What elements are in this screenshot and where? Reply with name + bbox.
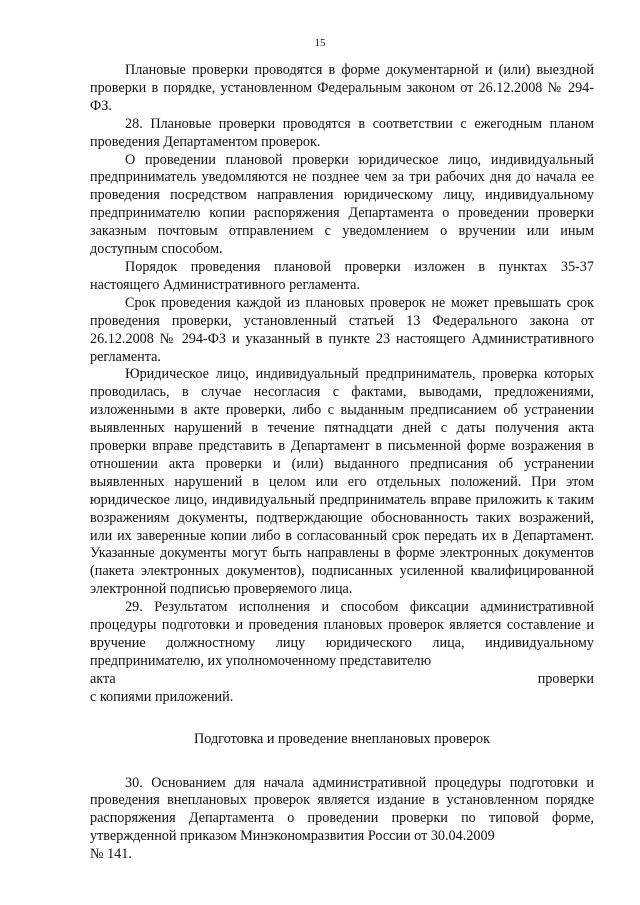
paragraph-29-split-line: [90, 671, 594, 689]
paragraph-29-split-right: проверки: [537, 670, 594, 687]
section-heading: Подготовка и проведение внеплановых проверок: [194, 730, 490, 747]
paragraph-notification: О проведении плановой проверки юридическое лицо, индивидуальный предприниматель уведомляются не позднее чем за три рабочих дня до начала ее проведения посредством направления юридическому лицу, индивидуальному предпринимателю копии распоряжения Департамента о проведении проверки заказным почтовым отправлением с уведомлением о вручении или иным доступным способом.: [90, 151, 594, 258]
paragraph-term: Срок проведения каждой из плановых проверок не может превышать срок проведения проверки, установленный статьей 13 Федерального закона от 26.12.2008 № 294-ФЗ и указанный в пункте 23 настоящего Административного регламента.: [90, 294, 594, 365]
paragraph-30-last-line: № 141.: [90, 846, 132, 863]
paragraph-29-split-left: акта: [90, 670, 116, 687]
paragraph-objections: Юридическое лицо, индивидуальный предприниматель, проверка которых проводилась, в случае несогласия с фактами, выводами, предложениями, изложенными в акте проверки, либо с выданным предписанием об устранении выявленных нарушений в течение пятнадцати дней с даты получения акта проверки вправе представить в Департамент в письменной форме возражения в отношении акта проверки и (или) выданного предписания об устранении выявленных нарушений в целом или его отдельных положений. При этом юридическое лицо, индивидуальный предприниматель вправе приложить к таким возражениям документы, подтверждающие обоснованность таких возражений, или их заверенные копии либо в согласованный срок передать их в Департамент. Указанные документы могут быть направлены в форме электронных документов (пакета электронных документов), подписанных усиленной квалифицированной электронной подписью проверяемого лица.: [90, 366, 594, 598]
page-number: 15: [314, 37, 326, 49]
paragraph-29: 29. Результатом исполнения и способом фиксации административной процедуры подготовки и проведения плановых проверок является составление и вручение должностному лицу юридического лица, индивидуальному предпринимателю, их уполномоченному представителю: [90, 599, 594, 669]
document-body: [90, 62, 594, 864]
paragraph-29-tail: с копиями приложений.: [90, 688, 234, 705]
paragraph-planned-inspections-form: Плановые проверки проводятся в форме документарной и (или) выездной проверки в порядке, установленном Федеральным законом от 26.12.2008 № 294-ФЗ.: [90, 62, 594, 114]
paragraph-procedure: Порядок проведения плановой проверки изложен в пунктах 35-37 настоящего Административного регламента.: [90, 258, 594, 293]
paragraph-30: 30. Основанием для начала административной процедуры подготовки и проведения внеплановых проверок является издание в установленном порядке распоряжения Департамента о проведении проверки по типовой форме, утвержденной приказом Минэкономразвития России от 30.04.2009: [90, 774, 594, 845]
paragraph-28: 28. Плановые проверки проводятся в соответствии с ежегодным планом проведения Департаментом проверок.: [90, 115, 594, 150]
